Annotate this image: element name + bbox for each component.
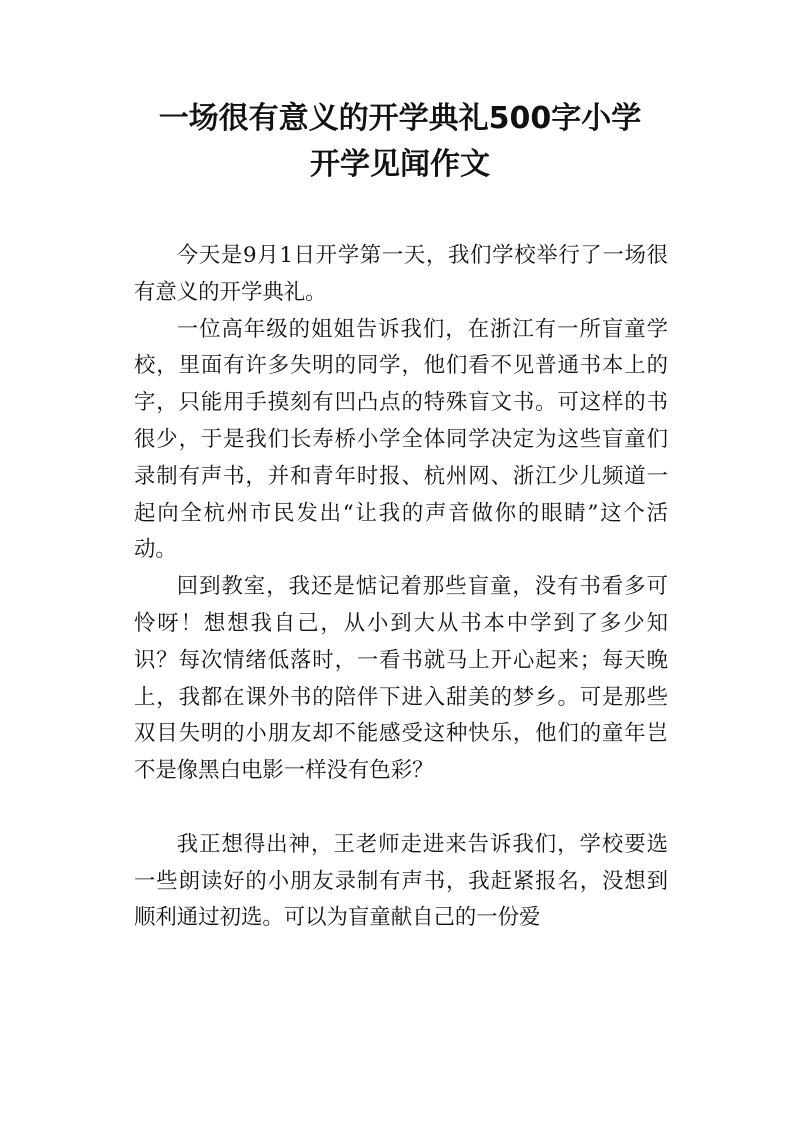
document-title	[100, 96, 700, 188]
document-body	[134, 238, 668, 937]
paragraph-1: 今天是9月1日开学第一天，我们学校举行了一场很有意义的开学典礼。	[134, 243, 668, 305]
paragraph-4: 我正想得出神，王老师走进来告诉我们，学校要选一些朗读好的小朋友录制有声书，我赶紧报名，没想到顺利通过初选。可以为盲童献自己的一份爱	[134, 831, 668, 931]
title-line-2: 开学见闻作文	[310, 147, 490, 182]
paragraph-2: 一位高年级的姐姐告诉我们，在浙江有一所盲童学校，里面有许多失明的同学，他们看不见普通书本上的字，只能用手摸刻有凹凸点的特殊盲文书。可这样的书很少，于是我们长寿桥小学全体同学决定为这些盲童们录制有声书，并和青年时报、杭州网、浙江少儿频道一起向全杭州市民发出“让我的声音做你的眼睛”这个活动。	[134, 316, 668, 563]
title-line-1: 一场很有意义的开学典礼500字小学	[158, 101, 642, 136]
paragraph-3: 回到教室，我还是惦记着那些盲童，没有书看多可怜呀！想想我自己，从小到大从书本中学到了多少知识？每次情绪低落时，一看书就马上开心起来；每天晚上，我都在课外书的陪伴下进入甜美的梦乡。可是那些双目失明的小朋友却不能感受这种快乐，他们的童年岂不是像黑白电影一样没有色彩？	[134, 574, 668, 784]
paragraph-gap	[134, 790, 668, 827]
